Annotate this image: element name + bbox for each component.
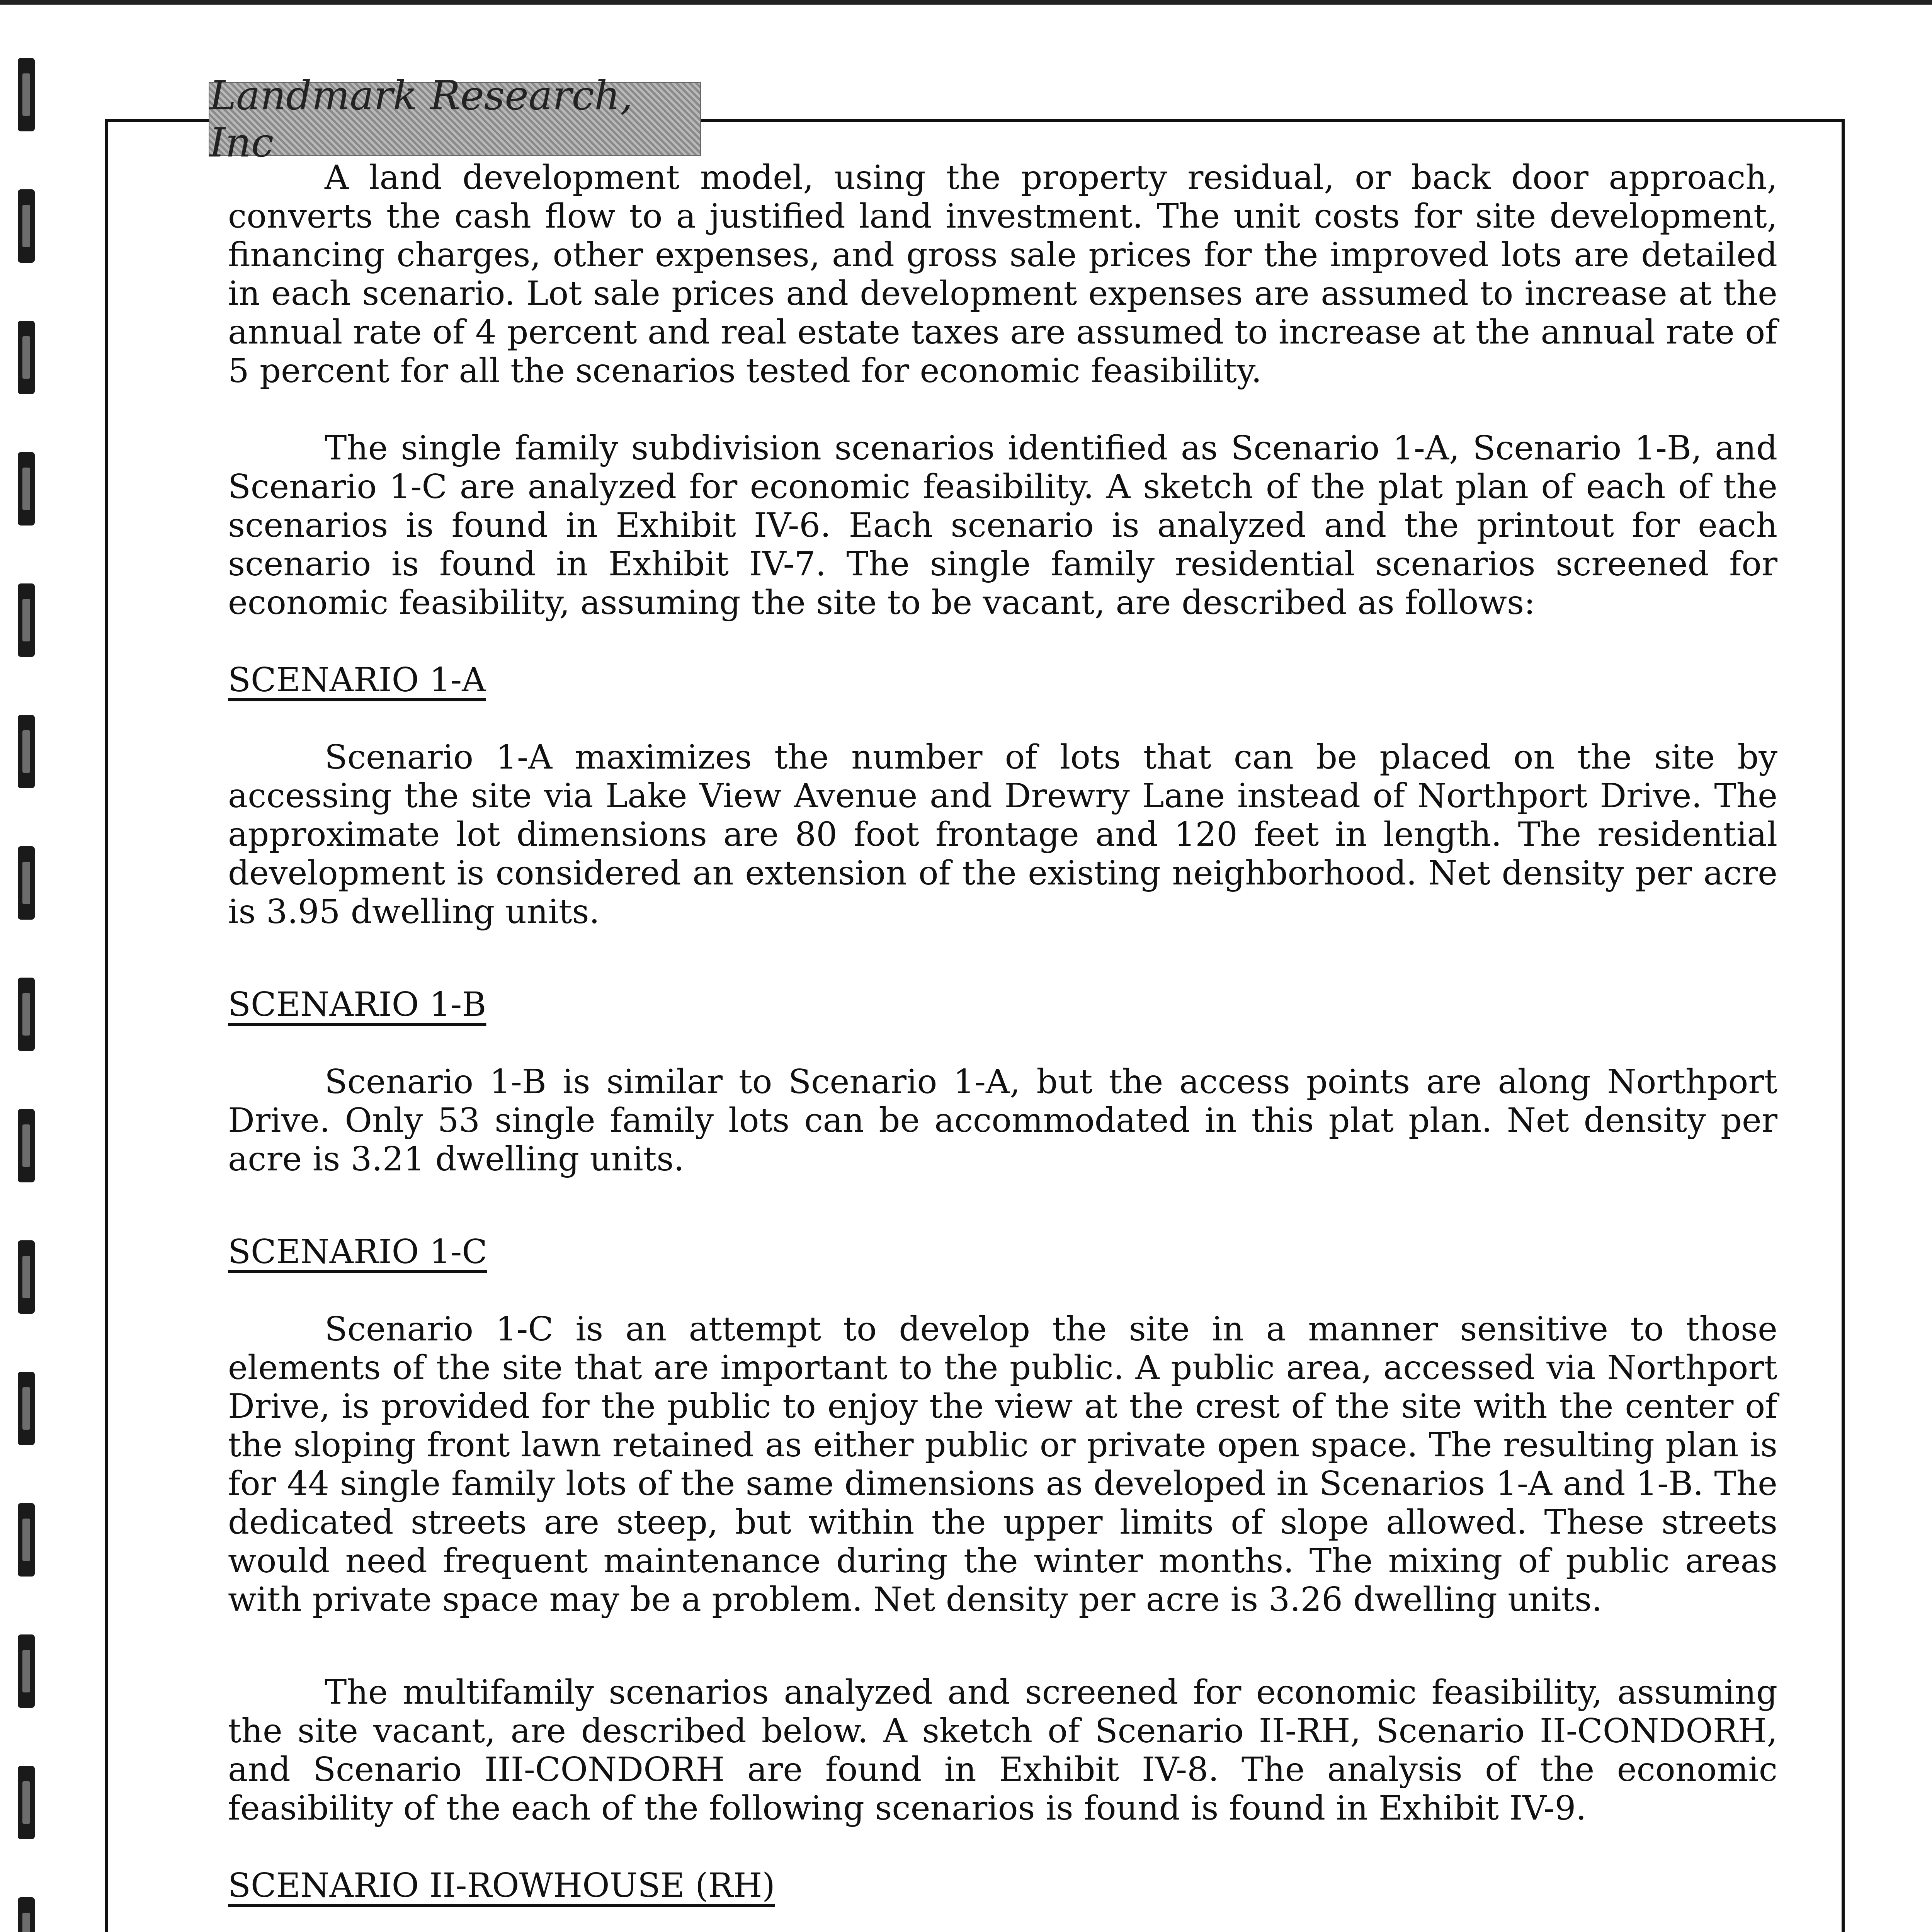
- paragraph-scenario-1b: Scenario 1-B is similar to Scenario 1-A, but the access points are along Northport Drive. Only 53 single family lots can be accommodated in this plat plan. Net density per acre is 3.21 dwelling units.: [228, 1063, 1777, 1179]
- paragraph-scenario-1a: Scenario 1-A maximizes the number of lots that can be placed on the site by accessing the site via Lake View Avenue and Drewry Lane instead of Northport Drive. The approximate lot dimensions are 80 foot frontage and 120 feet in length. The residential development is considered an extension of the existing neighborhood. Net density per acre is 3.95 dwelling units.: [228, 738, 1777, 931]
- heading-scenario-ii-rowhouse: SCENARIO II-ROWHOUSE (RH): [228, 1866, 775, 1905]
- heading-scenario-1b: SCENARIO 1-B: [228, 985, 486, 1024]
- binding-hole: [18, 715, 35, 788]
- spiral-binding: [18, 0, 37, 1932]
- binding-hole: [18, 1634, 35, 1708]
- heading-scenario-1a: SCENARIO 1-A: [228, 661, 486, 699]
- binding-hole: [18, 189, 35, 263]
- binding-hole: [18, 583, 35, 657]
- paragraph-single-family-scenarios: The single family subdivision scenarios identified as Scenario 1-A, Scenario 1-B, and Scenario 1-C are analyzed for economic feasibility. A sketch of the plat plan of each of the scenarios is found in Exhibit IV-6. Each scenario is analyzed and the printout for each scenario is found in Exhibit IV-7. The single family residential scenarios screened for economic feasibility, assuming the site to be vacant, are described as follows:: [228, 429, 1777, 622]
- binding-hole: [18, 1240, 35, 1314]
- heading-scenario-1c: SCENARIO 1-C: [228, 1233, 487, 1271]
- paragraph-scenario-1c: Scenario 1-C is an attempt to develop the site in a manner sensitive to those elements of the site that are important to the public. A public area, accessed via Northport Drive, is provided for the public to enjoy the view at the crest of the site with the center of the sloping front lawn retained as either public or private open space. The resulting plan is for 44 single family lots of the same dimensions as developed in Scenarios 1-A and 1-B. The dedicated streets are steep, but within the upper limits of slope allowed. These streets would need frequent maintenance during the winter months. The mixing of public areas with private space may be a problem. Net density per acre is 3.26 dwelling units.: [228, 1310, 1777, 1619]
- binding-hole: [18, 1503, 35, 1577]
- company-logo: [209, 72, 701, 166]
- paragraph-multifamily-scenarios: The multifamily scenarios analyzed and screened for economic feasibility, assuming the site vacant, are described below. A sketch of Scenario II-RH, Scenario II-CONDORH, and Scenario III-CONDORH are found in Exhibit IV-8. The analysis of the economic feasibility of the each of the following scenarios is found is found in Exhibit IV-9.: [228, 1673, 1777, 1828]
- binding-hole: [18, 1897, 35, 1932]
- logo-text: Landmark Research, Inc: [209, 72, 633, 166]
- page-content: [228, 158, 1777, 1932]
- scan-edge: [0, 0, 1932, 5]
- binding-hole: [18, 978, 35, 1051]
- binding-hole: [18, 846, 35, 920]
- binding-hole: [18, 58, 35, 131]
- binding-hole: [18, 1109, 35, 1182]
- binding-hole: [18, 452, 35, 526]
- paragraph-land-development-model: A land development model, using the property residual, or back door approach, converts the cash flow to a justified land investment. The unit costs for site development, financing charges, other expenses, and gross sale prices for the improved lots are detailed in each scenario. Lot sale prices and development expenses are assumed to increase at the annual rate of 4 percent and real estate taxes are assumed to increase at the annual rate of 5 percent for all the scenarios tested for economic feasibility.: [228, 158, 1777, 390]
- binding-hole: [18, 1372, 35, 1445]
- binding-hole: [18, 1766, 35, 1839]
- binding-hole: [18, 321, 35, 394]
